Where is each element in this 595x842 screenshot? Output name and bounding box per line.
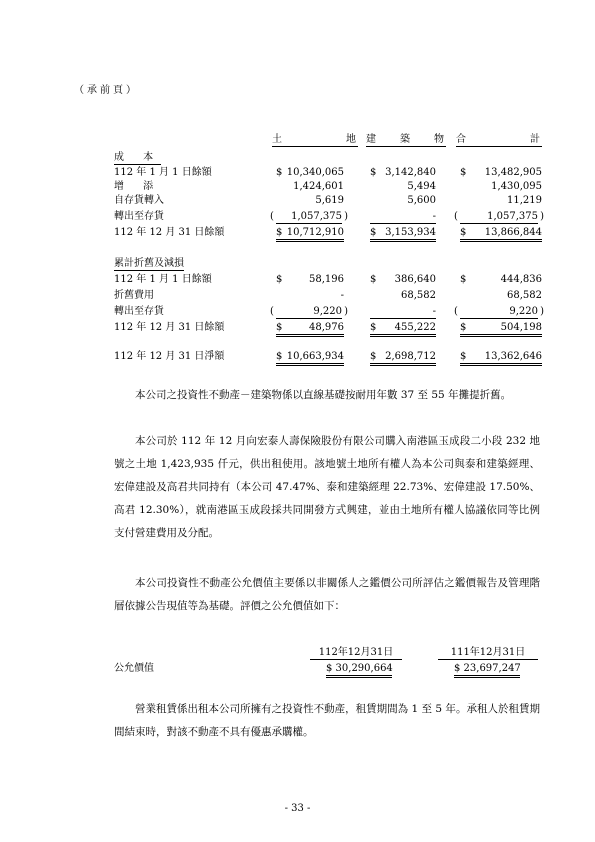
continued-note: （承前頁） [74, 85, 139, 96]
fair-value-2022: $ 23,697,247 [454, 662, 520, 678]
fair-value-2023: $ 30,290,664 [326, 662, 392, 678]
row-label: 增 添 [114, 181, 162, 192]
cell-land: $ 48,976 [276, 321, 344, 337]
row-label: 轉出至存貨 [114, 306, 164, 317]
paragraph-fair-value: 本公司投資性不動產公允價值主要係以非關係人之鑑價公司所評估之鑑價報告及管理階層依據公告現值等為基礎。評價之公允價值如下： [114, 577, 540, 612]
row-label: 轉出至存貨 [114, 211, 164, 222]
row-label: 折舊費用 [114, 290, 154, 301]
cell-land: $ 10,663,934 [276, 350, 344, 366]
cell-total: $ 13,362,646 [460, 350, 542, 366]
cell-total: 68,582 [507, 290, 542, 301]
cell-building: 68,582 [401, 290, 436, 301]
row-label: 112 年 12 月 31 日餘額 [114, 322, 225, 333]
cell-land: 5,619 [315, 195, 344, 206]
cell-land: - [340, 290, 344, 301]
cell-total: 11,219 [507, 195, 542, 206]
cell-building: $ 2,698,712 [370, 350, 436, 366]
cell-building: - [370, 305, 436, 319]
cell-land: $ 10,712,910 [276, 226, 344, 242]
cost-section-title: 成 本 [114, 152, 162, 163]
paragraph-operating-lease: 營業租賃係出租本公司所擁有之投資性不動產，租賃期間為 1 至 5 年。承租人於租賃期間結束時，對該不動產不具有優惠承購權。 [114, 703, 540, 738]
paragraph-depreciation: 本公司之投資性不動產－建築物係以直線基礎按耐用年數 37 至 55 年攤提折舊。 [135, 389, 512, 401]
cell-building: - [370, 210, 436, 224]
row-label: 112 年 12 月 31 日淨額 [114, 351, 225, 362]
page-number: - 33 - [284, 803, 311, 814]
cell-land: 1,424,601 [293, 181, 344, 192]
depreciation-section-title: 累計折舊及減損 [114, 258, 184, 269]
cell-total: $ 13,866,844 [460, 226, 542, 242]
cell-total: 1,430,095 [491, 181, 542, 192]
fair-value-header-2022: 111年12月31日 [438, 646, 538, 660]
header-land: 土 地 [272, 134, 356, 145]
header-building: 建 築 物 [366, 134, 444, 145]
cell-building: $ 3,153,934 [370, 226, 436, 242]
cell-total: $ 504,198 [460, 321, 542, 337]
cell-building: 5,600 [407, 195, 436, 206]
fair-value-label: 公允價值 [114, 663, 154, 674]
cell-building: 5,494 [407, 181, 436, 192]
row-label: 112 年 1 月 1 日餘額 [114, 167, 212, 178]
row-label: 112 年 12 月 31 日餘額 [114, 227, 225, 238]
fair-value-header-2023: 112年12月31日 [310, 646, 402, 660]
row-label: 112 年 1 月 1 日餘額 [114, 274, 212, 285]
header-total: 合 計 [456, 134, 540, 145]
paragraph-land-purchase: 本公司於 112 年 12 月向宏泰人壽保險股份有限公司購入南港區玉成段二小段 232 地號之土地 1,423,935 仟元，供出租使用。該地號土地所有權人為本公司與泰和建築經理、宏偉建設及高君共同持有（本公司 47.47%、泰和建築經理 22.73%、宏偉建設 17.50%、高君 12.30%），就南港區玉成段採共同開發方式興建，並由土地所有權人協議依同等比例支付營建費用及分配。 [114, 435, 540, 539]
row-label: 自存貨轉入 [114, 195, 164, 206]
cell-building: $ 455,222 [370, 321, 436, 337]
